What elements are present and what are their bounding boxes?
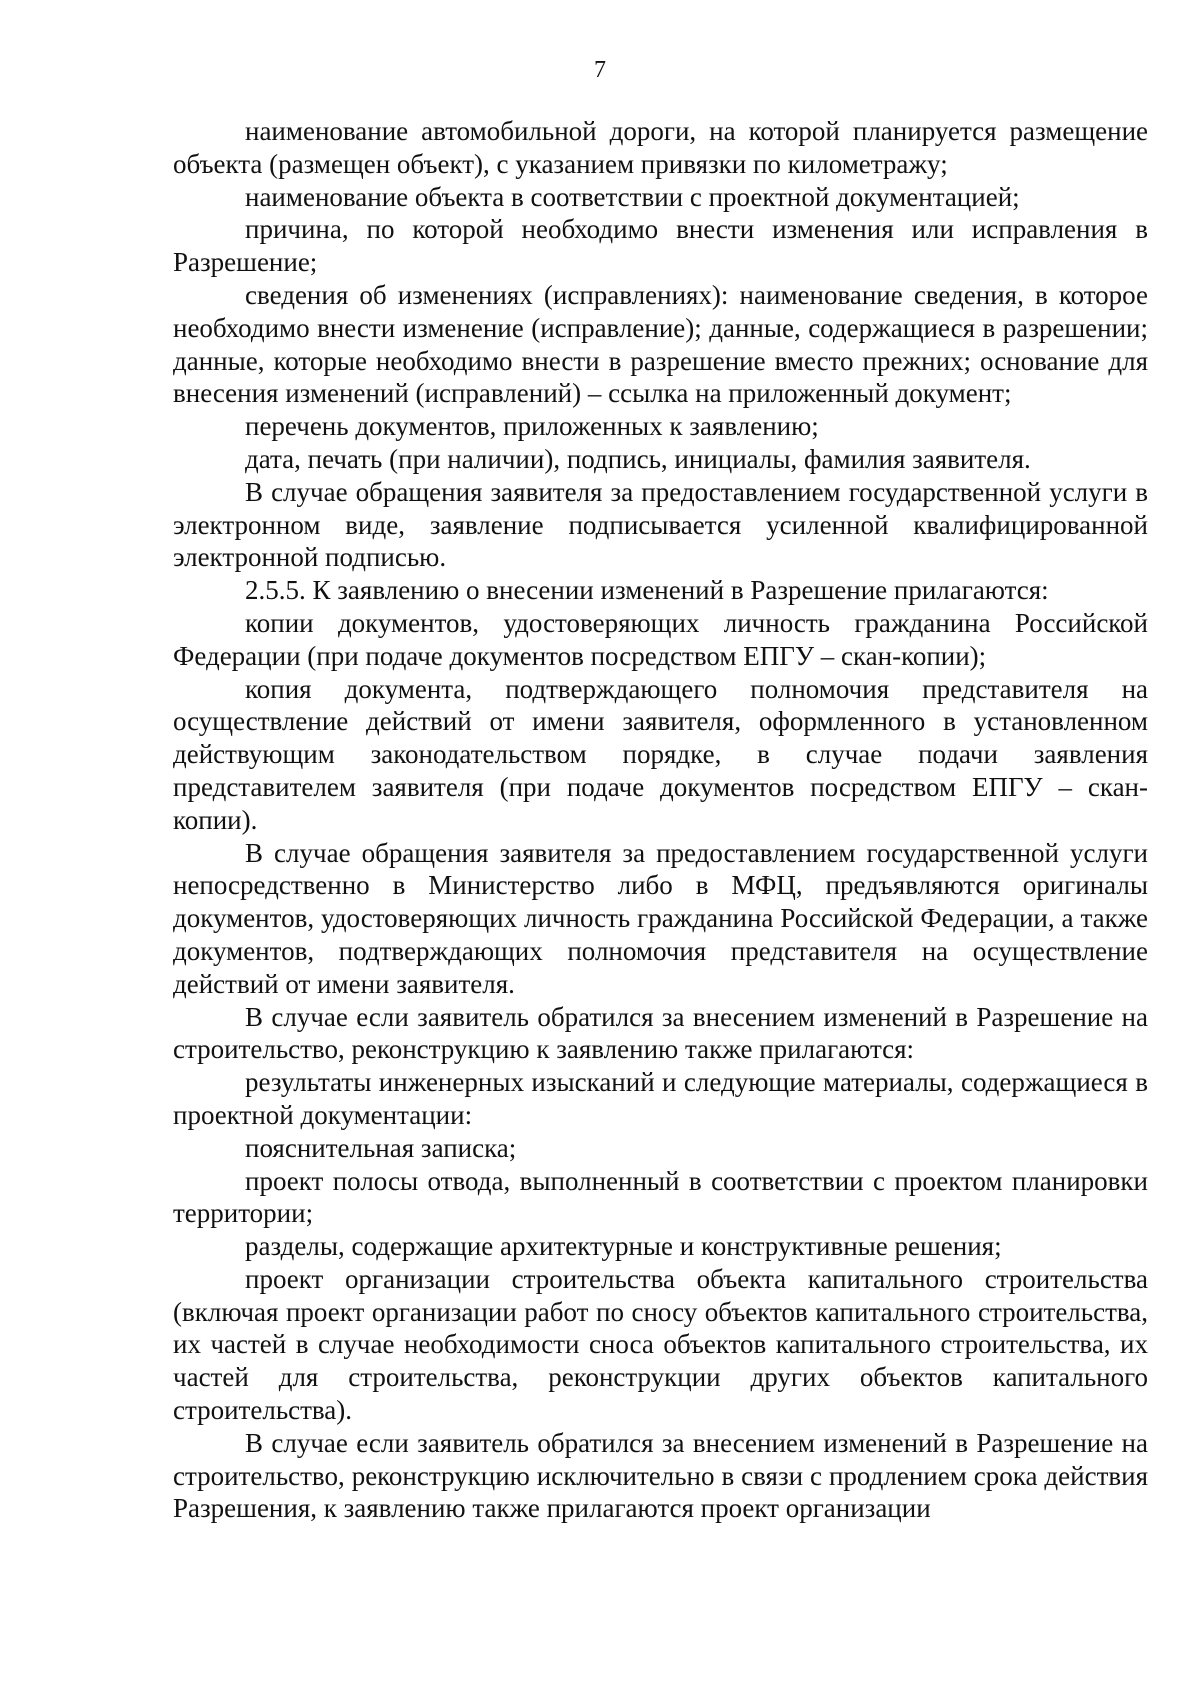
paragraph: наименование автомобильной дороги, на которой планируется размещение объекта (размещен объект), с указанием привязки по километражу;	[173, 116, 1148, 179]
paragraph: В случае обращения заявителя за предоставлением государственной услуги в электронном виде, заявление подписывается усиленной квалифицированной электронной подписью.	[173, 476, 1148, 573]
paragraph: копии документов, удостоверяющих личность гражданина Российской Федерации (при подаче документов посредством ЕПГУ – скан-копии);	[173, 607, 1148, 671]
paragraph: В случае если заявитель обратился за внесением изменений в Разрешение на строительство, реконструкцию к заявлению также прилагаются:	[173, 1001, 1148, 1065]
paragraph: наименование объекта в соответствии с проектной документацией;	[245, 181, 1020, 212]
paragraph: дата, печать (при наличии), подпись, инициалы, фамилия заявителя.	[245, 443, 1031, 474]
paragraph: разделы, содержащие архитектурные и конструктивные решения;	[245, 1231, 1002, 1262]
paragraph: проект организации строительства объекта капитального строительства (включая проект организации работ по сносу объектов капитального строительства, их частей в случае необходимости сноса объектов капитального строительства, их частей для строительства, реконструкции других объектов капитального строительства).	[173, 1263, 1148, 1426]
paragraph: сведения об изменениях (исправлениях): наименование сведения, в которое необходимо внести изменение (исправление); данные, содержащиеся в разрешении; данные, которые необходимо внести в разрешение вместо прежних; основание для внесения изменений (исправлений) – ссылка на приложенный документ;	[173, 279, 1148, 409]
document-body	[173, 115, 1148, 1525]
paragraph: перечень документов, приложенных к заявлению;	[245, 411, 819, 442]
section-heading-paragraph: 2.5.5. К заявлению о внесении изменений в Разрешение прилагаются:	[245, 575, 1049, 606]
paragraph: причина, по которой необходимо внести изменения или исправления в Разрешение;	[173, 214, 1148, 278]
paragraph: пояснительная записка;	[245, 1132, 517, 1163]
paragraph: результаты инженерных изысканий и следующие материалы, содержащиеся в проектной документации:	[173, 1067, 1148, 1130]
paragraph: В случае если заявитель обратился за внесением изменений в Разрешение на строительство, реконструкцию исключительно в связи с продлением срока действия Разрешения, к заявлению также прилагаются проект организации	[173, 1427, 1148, 1524]
paragraph: копия документа, подтверждающего полномочия представителя на осуществление действий от имени заявителя, оформленного в установленном действующим законодательством порядке, в случае подачи заявления представителем заявителя (при подаче документов посредством ЕПГУ – скан-копии).	[173, 673, 1148, 835]
page-number: 7	[594, 57, 606, 83]
paragraph: В случае обращения заявителя за предоставлением государственной услуги непосредственно в Министерство либо в МФЦ, предъявляются оригиналы документов, удостоверяющих личность гражданина Российской Федерации, а также документов, подтверждающих полномочия представителя на осуществление действий от имени заявителя.	[173, 837, 1148, 999]
paragraph: проект полосы отвода, выполненный в соответствии с проектом планировки территории;	[173, 1165, 1148, 1229]
